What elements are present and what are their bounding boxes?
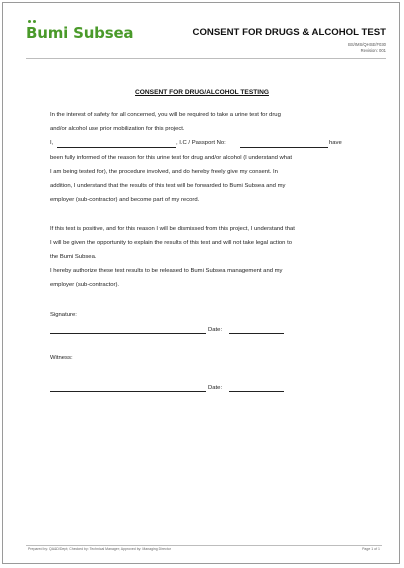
ic-passport-field[interactable] <box>240 147 328 148</box>
fill-label-have: have <box>329 140 342 146</box>
paragraph-3-line-1: If this test is positive, and for this reason I will be dismissed from this project, I understand that <box>50 226 295 232</box>
paragraph-2-line-1: been fully informed of the reason for this urine test for drug and/or alcohol (I understand what <box>50 155 292 161</box>
footer-approval-text: Prepared by: QA&D/Dept; Checked by: Technical Manager; Approved by: Managing Director <box>28 547 171 551</box>
witness-label: Witness: <box>50 355 73 361</box>
paragraph-4-line-1: I hereby authorize these test results to be released to Bumi Subsea management and my <box>50 268 283 274</box>
document-title: CONSENT FOR DRUG/ALCOHOL TESTING <box>135 89 269 96</box>
paragraph-2-line-4: employer (sub-contractor) and become part of my record. <box>50 197 200 203</box>
signature-label: Signature: <box>50 312 77 318</box>
paragraph-1-line-1: In the interest of safety for all concerned, you will be required to take a urine test for drug <box>50 112 281 118</box>
footer-divider <box>26 545 382 546</box>
form-revision: Revision: 001 <box>360 48 386 53</box>
paragraph-2-line-2: I am being tested for), the procedure involved, and do hereby freely give my consent. In <box>50 169 278 175</box>
paragraph-3-line-2: I will be given the opportunity to explain the results of this test and will not take legal action to <box>50 240 292 246</box>
signature-field[interactable] <box>50 333 206 334</box>
paragraph-4-line-2: employer (sub-contractor). <box>50 282 120 288</box>
paragraph-1-line-2: and/or alcohol use prior mobilization for this project. <box>50 126 185 132</box>
form-reference: BS/IMS/QHSE/F030 <box>348 42 386 47</box>
signature-date-label: Date: <box>208 327 223 333</box>
name-field[interactable] <box>57 147 176 148</box>
witness-date-label: Date: <box>208 385 223 391</box>
paragraph-3-line-3: the Bumi Subsea. <box>50 254 97 260</box>
company-logo: Bumi Subsea <box>26 24 134 42</box>
paragraph-2-line-3: addition, I understand that the results of this test will be forwarded to Bumi Subsea and my <box>50 183 286 189</box>
witness-date-field[interactable] <box>229 391 284 392</box>
fill-label-i: I, <box>50 140 54 146</box>
footer-page-number: Page 1 of 1 <box>362 547 380 551</box>
form-title: CONSENT FOR DRUGS & ALCOHOL TEST <box>192 27 386 38</box>
signature-date-field[interactable] <box>229 333 284 334</box>
witness-field[interactable] <box>50 391 206 392</box>
header-divider <box>26 58 386 59</box>
fill-label-ic-passport: , I.C / Passport No: <box>176 140 226 146</box>
